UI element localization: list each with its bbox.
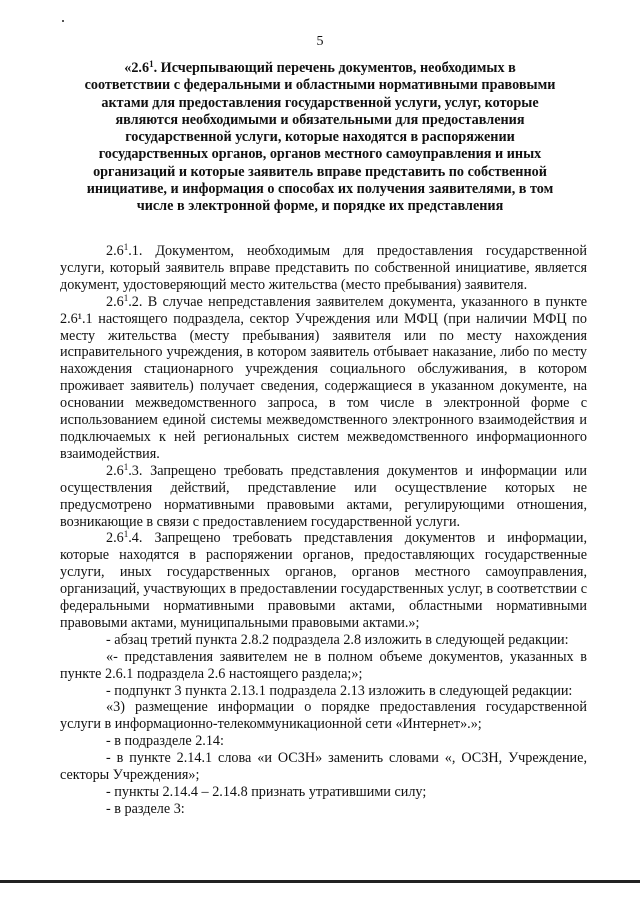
heading-open: «2.6 (124, 60, 150, 76)
paragraph (60, 530, 587, 631)
scan-speck (62, 20, 64, 22)
paragraph-text: - в подразделе 2.14: (106, 733, 224, 750)
paragraph-text: .3. Запрещено требовать представления документов и информации или осуществления действий, представление или осуществление которых не предусмотрено нормативными правовыми актами, регулирующими отношения, возникающие в связи с предоставлением государственной услуги. (60, 462, 587, 530)
paragraph-number: 2.6 (106, 293, 124, 310)
heading-text: . Исчерпывающий перечень документов, необходимых в соответствии с федеральными и областными нормативными правовыми актами для предоставления государственной услуги, услуг, которые являются необходимыми и обязательными для предоставления государственной услуги, которые находятся в распоряжении государственных органов, органов местного самоуправления и иных организаций и которые заявитель вправе представить по собственной инициативе, и информация о способах их получения заявителями, в том числе в электронной форме, и порядке их представления (84, 60, 556, 215)
paragraph (60, 683, 587, 700)
paragraph (60, 733, 587, 750)
page-number: 5 (316, 34, 324, 49)
paragraph (60, 801, 587, 818)
paragraph (60, 463, 587, 531)
paragraph-text: «3) размещение информации о порядке предоставления государственной услуги в информационно-телекоммуникационной сети «Интернет».»; (60, 699, 587, 733)
paragraph (60, 243, 587, 294)
paragraph-text: - подпункт 3 пункта 2.13.1 подраздела 2.13 изложить в следующей редакции: (106, 682, 573, 699)
paragraph-text: «- представления заявителем не в полном объеме документов, указанных в пункте 2.6.1 подраздела 2.6 настоящего раздела;»; (60, 648, 587, 682)
paragraph-text: .1. Документом, необходимым для предоставления государственной услуги, который заявитель вправе представить по собственной инициативе, является документ, удостоверяющий место жительства (место пребывания) заявителя. (60, 243, 587, 293)
paragraph-superscript: 1 (123, 461, 129, 472)
paragraph (60, 784, 587, 801)
paragraph-superscript: 1 (123, 242, 129, 252)
paragraph (60, 649, 587, 683)
bottom-rule (0, 880, 640, 883)
paragraph-text: - в разделе 3: (106, 800, 185, 817)
paragraph-number: 2.6 (106, 530, 124, 547)
paragraph-text: .4. Запрещено требовать представления документов и информации, которые находятся в распоряжении органов, предоставляющих государственные услуги, иных государственных органов, органов местного самоуправления, организаций, участвующих в предоставлении государственных услуг, в соответствии с федеральными нормативными правовыми актами, областными нормативными правовыми актами, муниципальными правовыми актами.»; (60, 530, 587, 631)
paragraph-text: - в пункте 2.14.1 слова «и ОСЗН» заменить словами «, ОСЗН, Учреждение, секторы Учреждения»; (60, 750, 587, 784)
paragraph-number: 2.6 (106, 462, 124, 479)
heading-superscript: 1 (149, 59, 154, 69)
paragraph-number: 2.6 (106, 243, 124, 259)
paragraph-text: .2. В случае непредставления заявителем документа, указанного в пункте 2.6¹.1 настоящего подраздела, сектор Учреждения или МФЦ (при наличии МФЦ по месту жительства (месту пребывания) заявителя или по месту нахождения исправительного учреждения, в котором заявитель отбывает наказание, либо по месту нахождения стационарного учреждения социального обслуживания, в котором проживает заявитель) получает сведения, содержащиеся в указанном документе, на основании межведомственного запроса, в том числе в электронной форме с использованием единой системы межведомственного электронного взаимодействия и подключаемых к ней региональных систем межведомственного информационного взаимодействия. (60, 293, 587, 462)
paragraph (60, 294, 587, 463)
paragraph (60, 699, 587, 733)
paragraph-text: - абзац третий пункта 2.8.2 подраздела 2.8 изложить в следующей редакции: (106, 631, 569, 648)
paragraph-text: - пункты 2.14.4 – 2.14.8 признать утратившими силу; (106, 784, 427, 800)
paragraph (60, 750, 587, 784)
section-heading (80, 60, 560, 216)
document-body (60, 243, 587, 818)
paragraph (60, 632, 587, 649)
paragraph-superscript: 1 (123, 529, 129, 540)
paragraph-superscript: 1 (123, 292, 129, 303)
